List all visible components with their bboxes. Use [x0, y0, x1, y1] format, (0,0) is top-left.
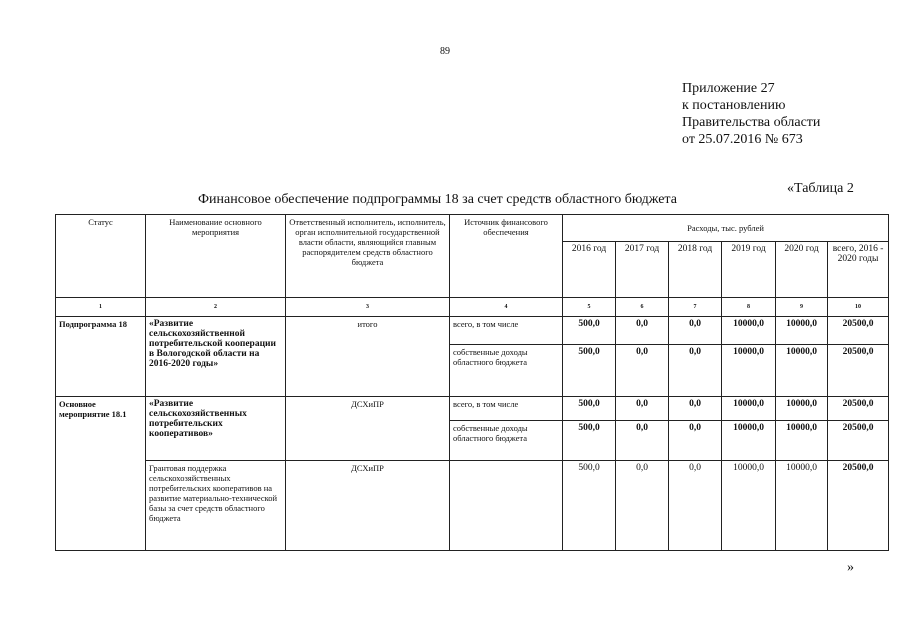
header-year: 2020 год [776, 241, 828, 298]
row-source: собственные доходы областного бюджета [450, 421, 563, 460]
appendix-line: от 25.07.2016 № 673 [682, 132, 803, 147]
value-cell: 10000,0 [722, 460, 776, 550]
value-cell: 0,0 [616, 316, 669, 345]
page-number: 89 [440, 46, 450, 57]
column-number: 2 [146, 298, 286, 316]
value-cell: 10000,0 [776, 316, 828, 345]
value-total-cell: 20500,0 [828, 460, 889, 550]
value-cell: 0,0 [616, 396, 669, 421]
row-name: «Развитие сельскохозяйственных потребительских кооперативов» [146, 396, 286, 460]
appendix-line: Приложение 27 [682, 81, 775, 96]
column-number: 8 [722, 298, 776, 316]
row-source: всего, в том числе [450, 396, 563, 421]
table-label: «Таблица 2 [787, 181, 854, 196]
value-cell: 500,0 [563, 460, 616, 550]
row-executor: итого [286, 316, 450, 396]
row-source [450, 460, 563, 550]
header-source: Источник финансового обеспечения [450, 215, 563, 298]
value-cell: 500,0 [563, 396, 616, 421]
header-year-total: всего, 2016 - 2020 годы [828, 241, 889, 298]
column-number: 6 [616, 298, 669, 316]
column-number: 7 [669, 298, 722, 316]
header-executor: Ответственный исполнитель, исполнитель, орган исполнительной государственной власти области, являющийся главным распорядителем средств областного бюджета [286, 215, 450, 298]
value-total-cell: 20500,0 [828, 421, 889, 460]
finance-table [55, 214, 889, 551]
row-name: «Развитие сельскохозяйственной потребительской кооперации в Вологодской области на 2016-2020 годы» [146, 316, 286, 396]
value-cell: 0,0 [616, 460, 669, 550]
value-cell: 10000,0 [722, 316, 776, 345]
value-cell: 0,0 [669, 396, 722, 421]
value-cell: 10000,0 [722, 396, 776, 421]
column-number: 3 [286, 298, 450, 316]
row-status: Основное мероприятие 18.1 [56, 396, 146, 550]
row-status: Подпрограмма 18 [56, 316, 146, 396]
value-cell: 0,0 [669, 460, 722, 550]
row-name: Грантовая поддержка сельскохозяйственных потребительских кооперативов на развитие материально-технической базы за счет средств областного бюджета [146, 460, 286, 550]
header-year: 2017 год [616, 241, 669, 298]
value-cell: 10000,0 [776, 421, 828, 460]
column-number: 5 [563, 298, 616, 316]
value-cell: 10000,0 [722, 421, 776, 460]
value-cell: 10000,0 [776, 396, 828, 421]
header-year: 2016 год [563, 241, 616, 298]
row-source: всего, в том числе [450, 316, 563, 345]
header-year: 2019 год [722, 241, 776, 298]
value-cell: 10000,0 [722, 345, 776, 396]
value-cell: 10000,0 [776, 345, 828, 396]
value-cell: 500,0 [563, 316, 616, 345]
column-number: 4 [450, 298, 563, 316]
value-cell: 0,0 [669, 316, 722, 345]
value-cell: 0,0 [669, 345, 722, 396]
value-cell: 10000,0 [776, 460, 828, 550]
appendix-line: Правительства области [682, 115, 821, 130]
column-number: 10 [828, 298, 889, 316]
header-name: Наименование основного мероприятия [146, 215, 286, 298]
appendix-line: к постановлению [682, 98, 786, 113]
row-executor: ДСХиПР [286, 396, 450, 460]
header-year: 2018 год [669, 241, 722, 298]
column-number: 9 [776, 298, 828, 316]
column-number: 1 [56, 298, 146, 316]
value-cell: 500,0 [563, 421, 616, 460]
value-total-cell: 20500,0 [828, 396, 889, 421]
value-cell: 0,0 [616, 345, 669, 396]
value-cell: 500,0 [563, 345, 616, 396]
value-cell: 0,0 [616, 421, 669, 460]
value-total-cell: 20500,0 [828, 316, 889, 345]
row-executor: ДСХиПР [286, 460, 450, 550]
value-cell: 0,0 [669, 421, 722, 460]
header-expenses: Расходы, тыс. рублей [563, 215, 889, 242]
value-total-cell: 20500,0 [828, 345, 889, 396]
appendix-block [682, 80, 820, 148]
document-title: Финансовое обеспечение подпрограммы 18 за счет средств областного бюджета [198, 192, 677, 207]
closing-quote: » [847, 560, 854, 575]
row-source: собственные доходы областного бюджета [450, 345, 563, 396]
header-status: Статус [56, 215, 146, 298]
